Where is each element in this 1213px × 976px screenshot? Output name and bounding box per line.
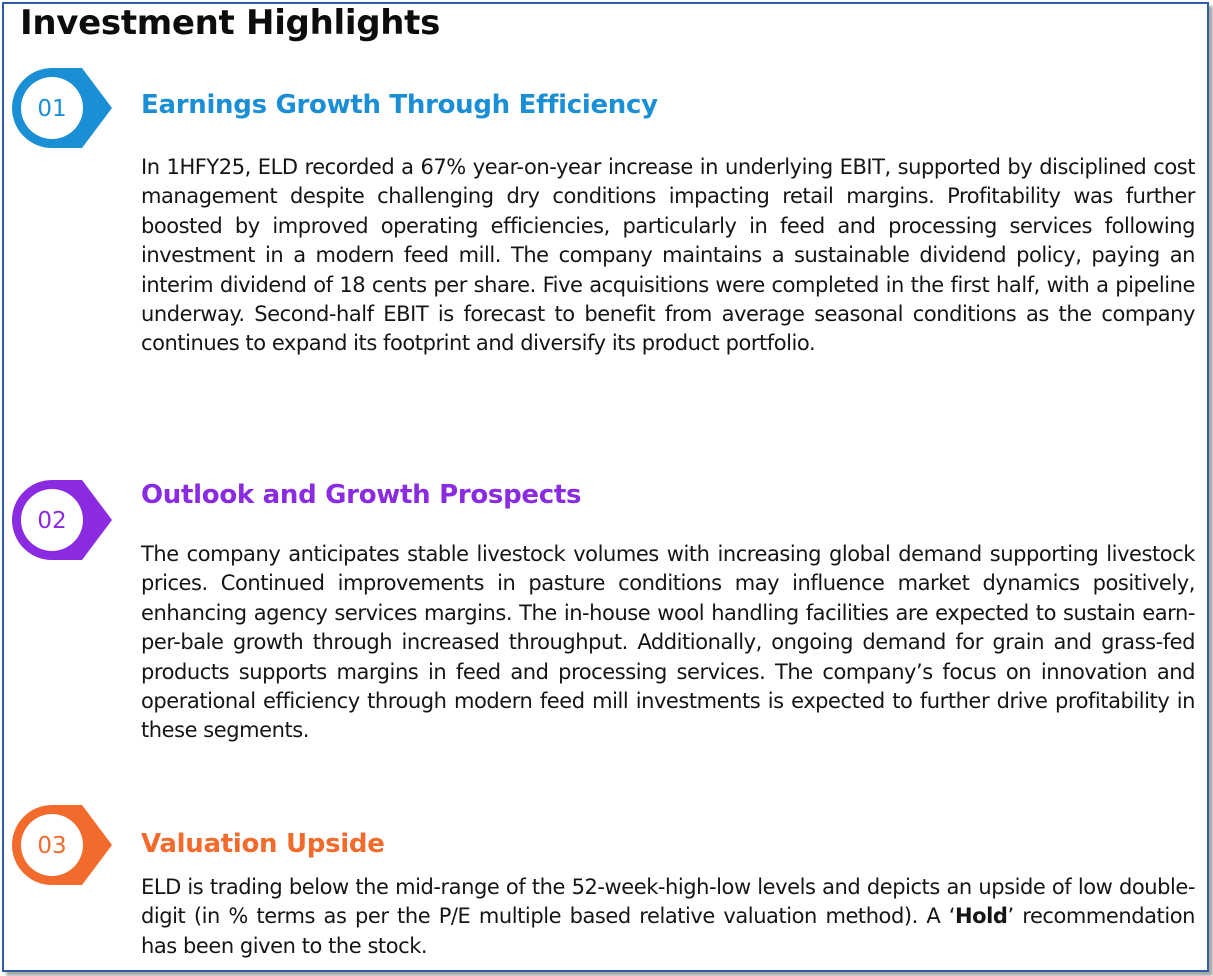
body-text: ’ recommendation has been given to the stock. — [141, 904, 1195, 958]
section-body: In 1HFY25, ELD recorded a 67% year-on-year increase in underlying EBIT, supported by disciplined cost management despite challenging dry conditions impacting retail margins. Profitability was further boosted by improved operating efficiencies, particularly in feed and processing services following investment in a modern feed mill. The company maintains a sustainable dividend policy, paying an interim dividend of 18 cents per share. Five acquisitions were completed in the first half, with a pipeline underway. Second-half EBIT is forecast to benefit from average seasonal conditions as the company continues to expand its footprint and diversify its product portfolio. — [141, 155, 1195, 356]
hold-recommendation: Hold — [955, 904, 1008, 929]
badge-03 — [8, 803, 118, 887]
number-badge-icon — [8, 478, 118, 562]
section-body: The company anticipates stable livestock volumes with increasing global demand supporting livestock prices. Continued improvements in pasture conditions may influence market dynamics positively, enhancing agency services margins. The in-house wool handling facilities are expected to sustain earn-per-bale growth through increased throughput. Additionally, ongoing demand for grain and grass-fed products supports margins in feed and processing services. The company’s focus on innovation and operational efficiency through modern feed mill investments is expected to further drive profitability in these segments. — [141, 542, 1195, 743]
badge-number: 03 — [37, 833, 67, 859]
body-text: ELD is trading below the mid-range of the 52-week-high-low levels and depicts an upside of low double-digit (in % terms as per the P/E multiple based relative valuation method). A ‘ — [141, 875, 1195, 929]
section-body — [141, 873, 1195, 961]
section-heading: Outlook and Growth Prospects — [141, 480, 582, 510]
number-badge-icon — [8, 803, 118, 887]
badge-01 — [8, 66, 118, 150]
section-heading: Earnings Growth Through Efficiency — [141, 90, 658, 120]
badge-02 — [8, 478, 118, 562]
badge-number: 01 — [37, 96, 67, 122]
section-heading: Valuation Upside — [141, 829, 385, 859]
number-badge-icon — [8, 66, 118, 150]
badge-number: 02 — [37, 508, 67, 534]
page-title: Investment Highlights — [20, 3, 441, 43]
